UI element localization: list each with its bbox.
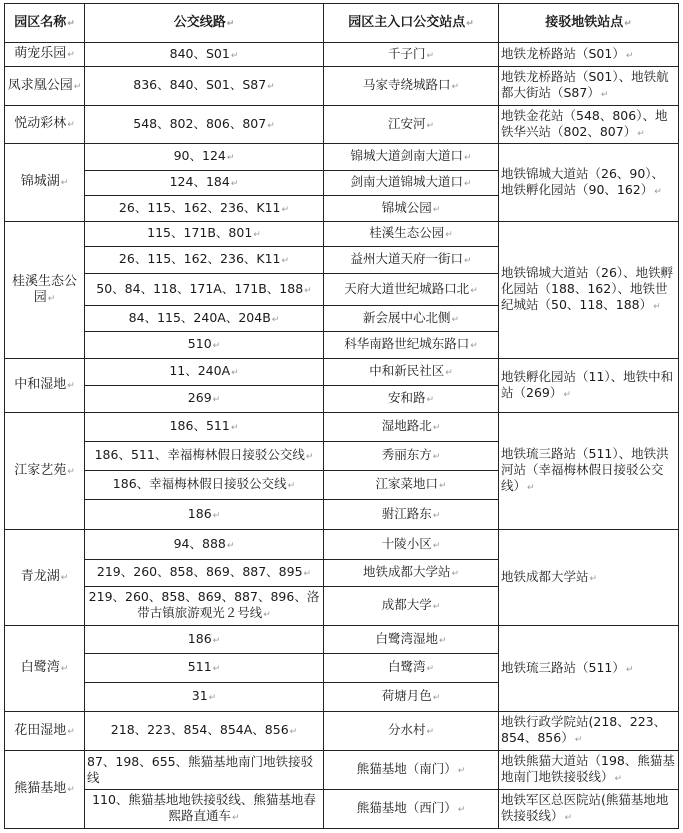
entrance-stop-cell: 驸江路东↵ xyxy=(324,500,499,530)
park-name-cell: 中和湿地↵ xyxy=(5,359,85,413)
entrance-stop-cell: 十陵小区↵ xyxy=(324,530,499,560)
table-row xyxy=(5,790,679,829)
table-row xyxy=(5,43,679,67)
entrance-stop-cell: 剑南大道锦城大道口↵ xyxy=(324,171,499,196)
park-name-cell: 青龙湖↵ xyxy=(5,530,85,626)
entrance-stop-cell: 秀丽东方↵ xyxy=(324,442,499,471)
table-row xyxy=(5,626,679,654)
entrance-stop-cell: 江安河↵ xyxy=(324,106,499,144)
entrance-stop-cell: 荷塘月色↵ xyxy=(324,683,499,712)
entrance-stop-cell: 益州大道天府一街口↵ xyxy=(324,247,499,274)
bus-lines-cell: 510↵ xyxy=(85,332,324,359)
entrance-stop-cell: 中和新民社区↵ xyxy=(324,359,499,386)
table-row xyxy=(5,106,679,144)
park-name-cell: 桂溪生态公园↵ xyxy=(5,222,85,359)
bus-lines-cell: 31↵ xyxy=(85,683,324,712)
metro-station-cell: 地铁锦城大道站（26）、地铁孵化园站（188、162）、地铁世纪城站（50、118、188）↵ xyxy=(499,222,679,359)
entrance-stop-cell: 江家菜地口↵ xyxy=(324,471,499,500)
park-name-cell: 白鹭湾↵ xyxy=(5,626,85,712)
metro-station-cell: 地铁琉三路站（511）、地铁洪河站（幸福梅林假日接驳公交线）↵ xyxy=(499,413,679,530)
park-name-cell: 锦城湖↵ xyxy=(5,144,85,222)
metro-station-cell: 地铁琉三路站（511）↵ xyxy=(499,626,679,712)
bus-lines-cell: 186、511、幸福梅林假日接驳公交线↵ xyxy=(85,442,324,471)
metro-station-cell: 地铁金花站（548、806）、地铁华兴站（802、807）↵ xyxy=(499,106,679,144)
park-name-cell: 悦动彩林↵ xyxy=(5,106,85,144)
bus-lines-cell: 26、115、162、236、K11↵ xyxy=(85,247,324,274)
entrance-stop-cell: 桂溪生态公园↵ xyxy=(324,222,499,247)
metro-station-cell: 地铁锦城大道站（26、90）、地铁孵化园站（90、162）↵ xyxy=(499,144,679,222)
entrance-stop-cell: 安和路↵ xyxy=(324,386,499,413)
park-name-cell: 萌宠乐园↵ xyxy=(5,43,85,67)
bus-lines-cell: 218、223、854、854A、856↵ xyxy=(85,712,324,751)
bus-lines-cell: 94、888↵ xyxy=(85,530,324,560)
bus-lines-cell: 840、S01↵ xyxy=(85,43,324,67)
entrance-stop-cell: 白鹭湾湿地↵ xyxy=(324,626,499,654)
entrance-stop-cell: 白鹭湾↵ xyxy=(324,654,499,683)
bus-lines-cell: 219、260、858、869、887、895↵ xyxy=(85,560,324,587)
entrance-stop-cell: 新会展中心北侧↵ xyxy=(324,306,499,332)
metro-station-cell: 地铁孵化园站（11）、地铁中和站（269）↵ xyxy=(499,359,679,413)
table-row xyxy=(5,222,679,247)
header-bus-lines: 公交线路↵ xyxy=(85,4,324,43)
entrance-stop-cell: 马家寺绕城路口↵ xyxy=(324,67,499,106)
bus-lines-cell: 186、511↵ xyxy=(85,413,324,442)
metro-station-cell: 地铁龙桥路站（S01）↵ xyxy=(499,43,679,67)
metro-station-cell: 地铁行政学院站(218、223、854、856）↵ xyxy=(499,712,679,751)
table-row xyxy=(5,530,679,560)
entrance-stop-cell: 湿地路北↵ xyxy=(324,413,499,442)
park-transit-table xyxy=(4,3,679,829)
bus-lines-cell: 511↵ xyxy=(85,654,324,683)
park-name-cell: 花田湿地↵ xyxy=(5,712,85,751)
header-row xyxy=(5,4,679,43)
header-park-name: 园区名称↵ xyxy=(5,4,85,43)
metro-station-cell: 地铁成都大学站↵ xyxy=(499,530,679,626)
bus-lines-cell: 186↵ xyxy=(85,626,324,654)
entrance-stop-cell: 成都大学↵ xyxy=(324,587,499,626)
bus-lines-cell: 548、802、806、807↵ xyxy=(85,106,324,144)
table-row xyxy=(5,751,679,790)
bus-lines-cell: 269↵ xyxy=(85,386,324,413)
entrance-stop-cell: 锦城大道剑南大道口↵ xyxy=(324,144,499,171)
entrance-stop-cell: 分水村↵ xyxy=(324,712,499,751)
table-row xyxy=(5,67,679,106)
entrance-stop-cell: 千子门↵ xyxy=(324,43,499,67)
bus-lines-cell: 124、184↵ xyxy=(85,171,324,196)
bus-lines-cell: 11、240A↵ xyxy=(85,359,324,386)
bus-lines-cell: 836、840、S01、S87↵ xyxy=(85,67,324,106)
entrance-stop-cell: 熊猫基地（南门）↵ xyxy=(324,751,499,790)
entrance-stop-cell: 天府大道世纪城路口北↵ xyxy=(324,274,499,306)
table-row xyxy=(5,712,679,751)
entrance-stop-cell: 熊猫基地（西门）↵ xyxy=(324,790,499,829)
bus-lines-cell: 110、熊猫基地地铁接驳线、熊猫基地春熙路直通车↵ xyxy=(85,790,324,829)
table-row xyxy=(5,413,679,442)
table-row xyxy=(5,144,679,171)
bus-lines-cell: 26、115、162、236、K11↵ xyxy=(85,196,324,222)
park-name-cell: 凤求凰公园↵ xyxy=(5,67,85,106)
entrance-stop-cell: 锦城公园↵ xyxy=(324,196,499,222)
entrance-stop-cell: 地铁成都大学站↵ xyxy=(324,560,499,587)
table-row xyxy=(5,359,679,386)
bus-lines-cell: 87、198、655、熊猫基地南门地铁接驳线 xyxy=(85,751,324,790)
header-metro-station: 接驳地铁站点↵ xyxy=(499,4,679,43)
bus-lines-cell: 50、84、118、171A、171B、188↵ xyxy=(85,274,324,306)
entrance-stop-cell: 科华南路世纪城东路口↵ xyxy=(324,332,499,359)
bus-lines-cell: 84、115、240A、204B↵ xyxy=(85,306,324,332)
bus-lines-cell: 219、260、858、869、887、896、洛带古镇旅游观光２号线↵ xyxy=(85,587,324,626)
metro-station-cell: 地铁军区总医院站(熊猫基地地铁接驳线）↵ xyxy=(499,790,679,829)
bus-lines-cell: 186↵ xyxy=(85,500,324,530)
metro-station-cell: 地铁龙桥路站（S01）、地铁航都大街站（S87）↵ xyxy=(499,67,679,106)
metro-station-cell: 地铁熊猫大道站（198、熊猫基地南门地铁接驳线）↵ xyxy=(499,751,679,790)
bus-lines-cell: 186、幸福梅林假日接驳公交线↵ xyxy=(85,471,324,500)
park-name-cell: 江家艺苑↵ xyxy=(5,413,85,530)
bus-lines-cell: 115、171B、801↵ xyxy=(85,222,324,247)
bus-lines-cell: 90、124↵ xyxy=(85,144,324,171)
park-name-cell: 熊猫基地↵ xyxy=(5,751,85,829)
header-entrance-stop: 园区主入口公交站点↵ xyxy=(324,4,499,43)
